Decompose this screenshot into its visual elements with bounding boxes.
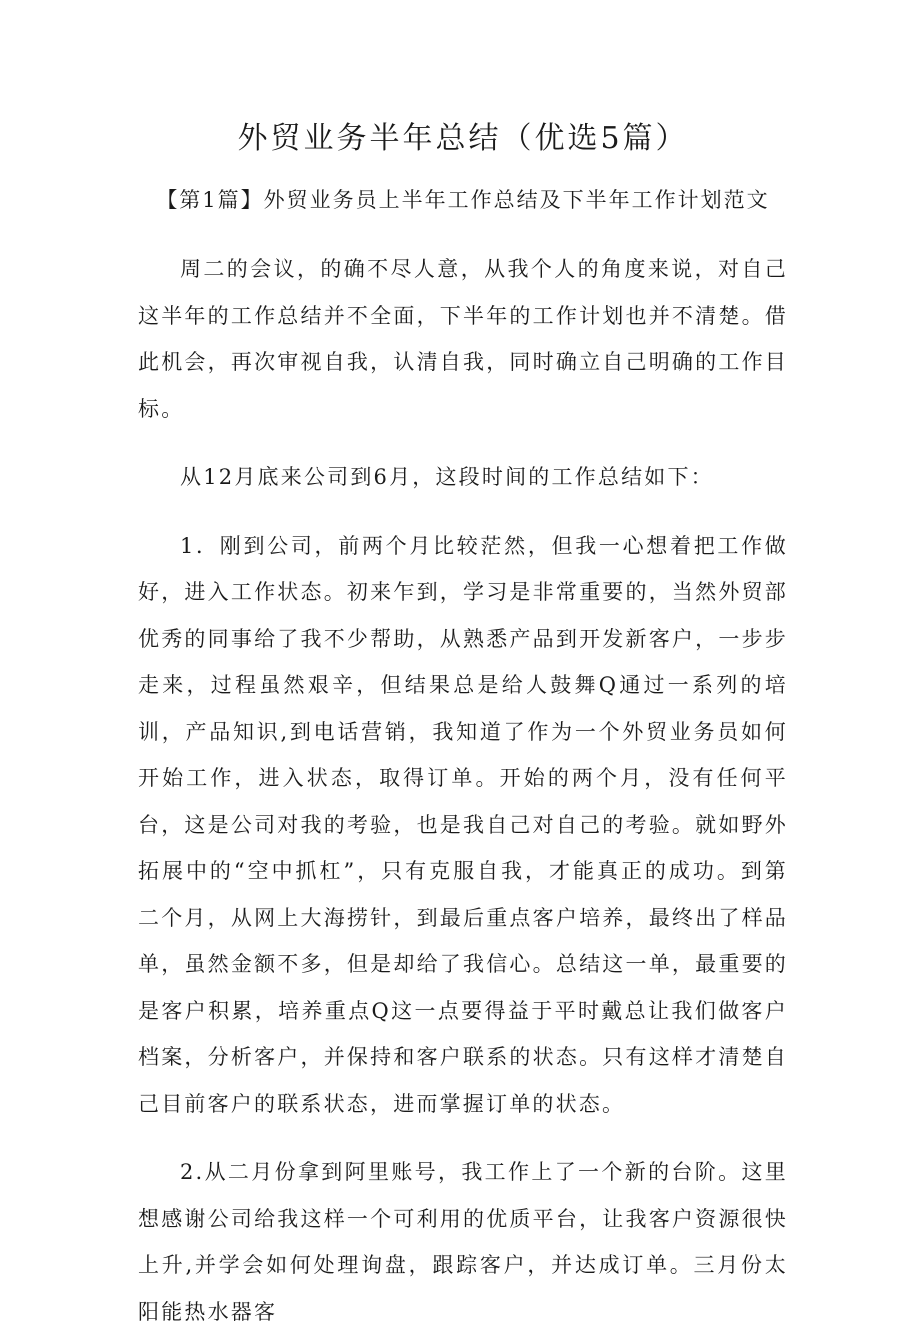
document-subtitle: 【第1篇】外贸业务员上半年工作总结及下半年工作计划范文 bbox=[156, 188, 770, 212]
paragraph-4: 2.从二月份拿到阿里账号，我工作上了一个新的台阶。这里想感谢公司给我这样一个可利用的优质平台，让我客户资源很快上升,并学会如何处理询盘，跟踪客户，并达成订单。三月份太阳能热水器客 bbox=[138, 1160, 788, 1324]
paragraph-2: 从12月底来公司到6月，这段时间的工作总结如下： bbox=[180, 465, 714, 489]
document-title: 外贸业务半年总结（优选5篇） bbox=[237, 121, 689, 156]
paragraph-3: 1．刚到公司，前两个月比较茫然，但我一心想着把工作做好，进入工作状态。初来乍到，学习是非常重要的，当然外贸部优秀的同事给了我不少帮助，从熟悉产品到开发新客户，一步步走来，过程虽然艰辛，但结果总是给人鼓舞Q通过一系列的培训，产品知识,到电话营销，我知道了作为一个外贸业务员如何开始工作，进入状态，取得订单。开始的两个月，没有任何平台，这是公司对我的考验，也是我自己对自己的考验。就如野外拓展中的“空中抓杠”，只有克服自我，才能真正的成功。到第二个月，从网上大海捞针，到最后重点客户培养，最终出了样品单，虽然金额不多，但是却给了我信心。总结这一单，最重要的是客户积累，培养重点Q这一点要得益于平时戴总让我们做客户档案，分析客户，并保持和客户联系的状态。只有这样才清楚自己目前客户的联系状态，进而掌握订单的状态。 bbox=[138, 533, 788, 1116]
paragraph-1: 周二的会议，的确不尽人意，从我个人的角度来说，对自己这半年的工作总结并不全面，下半年的工作计划也并不清楚。借此机会，再次审视自我，认清自我，同时确立自己明确的工作目标。 bbox=[138, 257, 788, 421]
